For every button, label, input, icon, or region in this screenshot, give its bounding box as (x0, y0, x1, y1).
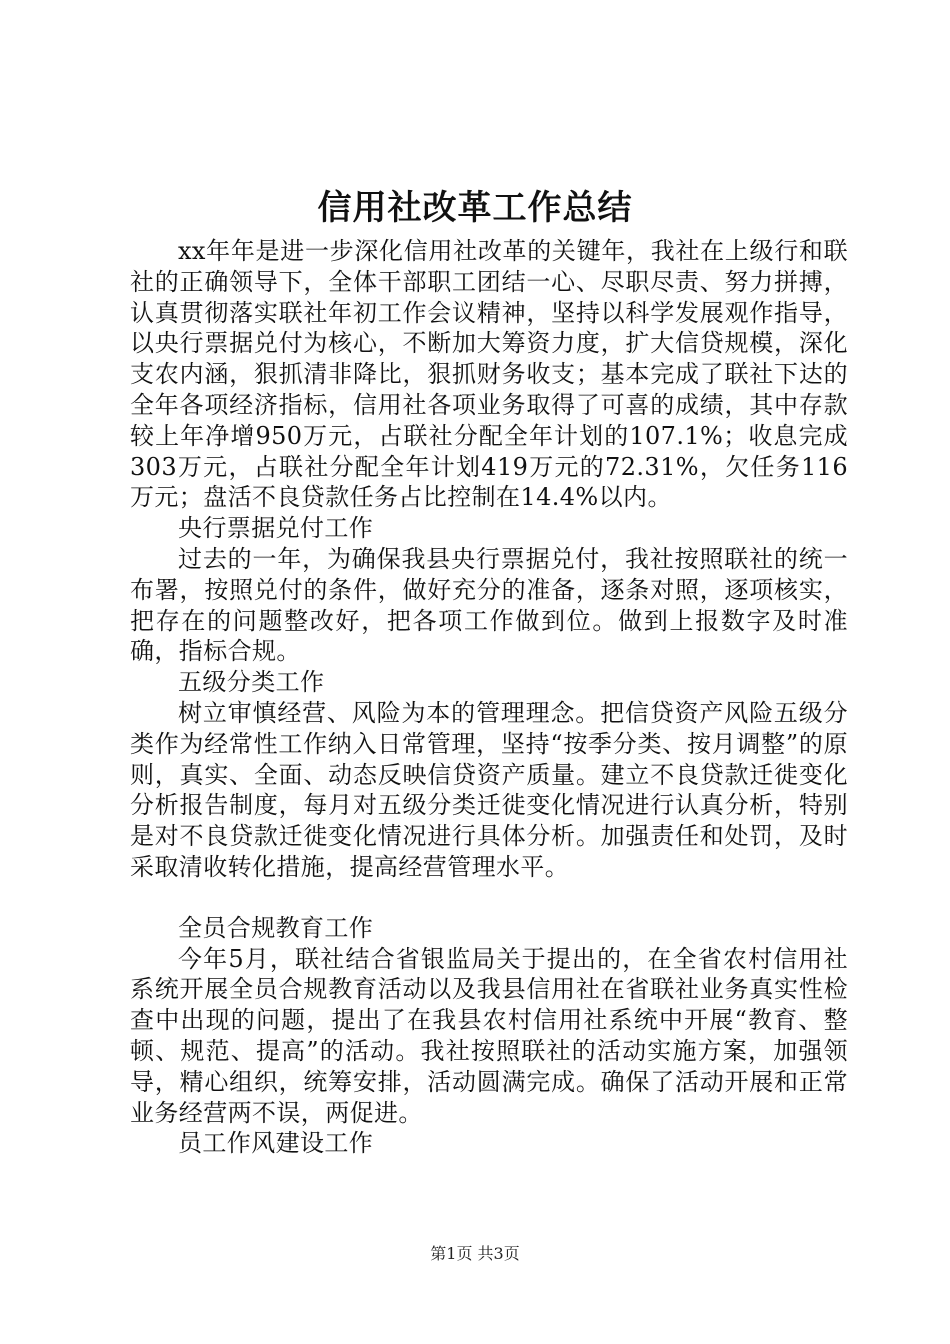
section-heading-central-bank-bills: 央行票据兑付工作 (178, 514, 374, 543)
paragraph-spacer (130, 883, 848, 913)
section-heading-compliance-education: 全员合规教育工作 (178, 913, 374, 942)
document-body (130, 236, 848, 1159)
intro-paragraph: xx年年是进一步深化信用社改革的关键年，我社在上级行和联社的正确领导下，全体干部职工团结一心、尽职尽责、努力拼搏，认真贯彻落实联社年初工作会议精神，坚持以科学发展观作指导，以央行票据兑付为核心，不断加大筹资力度，扩大信贷规模，深化支农内涵，狠抓清非降比，狠抓财务收支；基本完成了联社下达的全年各项经济指标，信用社各项业务取得了可喜的成绩，其中存款较上年净增950万元，占联社分配全年计划的107.1%；收息完成303万元，占联社分配全年计划419万元的72.31%，欠任务116万元；盘活不良贷款任务占比控制在14.4%以内。 (130, 237, 848, 512)
paragraph-central-bank-bills: 过去的一年，为确保我县央行票据兑付，我社按照联社的统一布署，按照兑付的条件，做好充分的准备，逐条对照，逐项核实，把存在的问题整改好，把各项工作做到位。做到上报数字及时准确，指标合规。 (130, 544, 848, 666)
page-number-footer: 第1页 共3页 (430, 1244, 520, 1263)
document-title: 信用社改革工作总结 (317, 188, 633, 228)
paragraph-five-level-classification: 树立审慎经营、风险为本的管理理念。把信贷资产风险五级分类作为经常性工作纳入日常管理，坚持“按季分类、按月调整”的原则，真实、全面、动态反映信贷资产质量。建立不良贷款迁徙变化分析报告制度，每月对五级分类迁徙变化情况进行认真分析，特别是对不良贷款迁徙变化情况进行具体分析。加强责任和处罚，及时采取清收转化措施，提高经营管理水平。 (130, 698, 848, 881)
section-heading-staff-conduct: 员工作风建设工作 (178, 1129, 374, 1158)
section-heading-five-level-classification: 五级分类工作 (178, 668, 325, 697)
paragraph-compliance-education: 今年5月，联社结合省银监局关于提出的，在全省农村信用社系统开展全员合规教育活动以及我县信用社在省联社业务真实性检查中出现的问题，提出了在我县农村信用社系统中开展“教育、整顿、规范、提高”的活动。我社按照联社的活动实施方案，加强领导，精心组织，统筹安排，活动圆满完成。确保了活动开展和正常业务经营两不误，两促进。 (130, 944, 848, 1127)
